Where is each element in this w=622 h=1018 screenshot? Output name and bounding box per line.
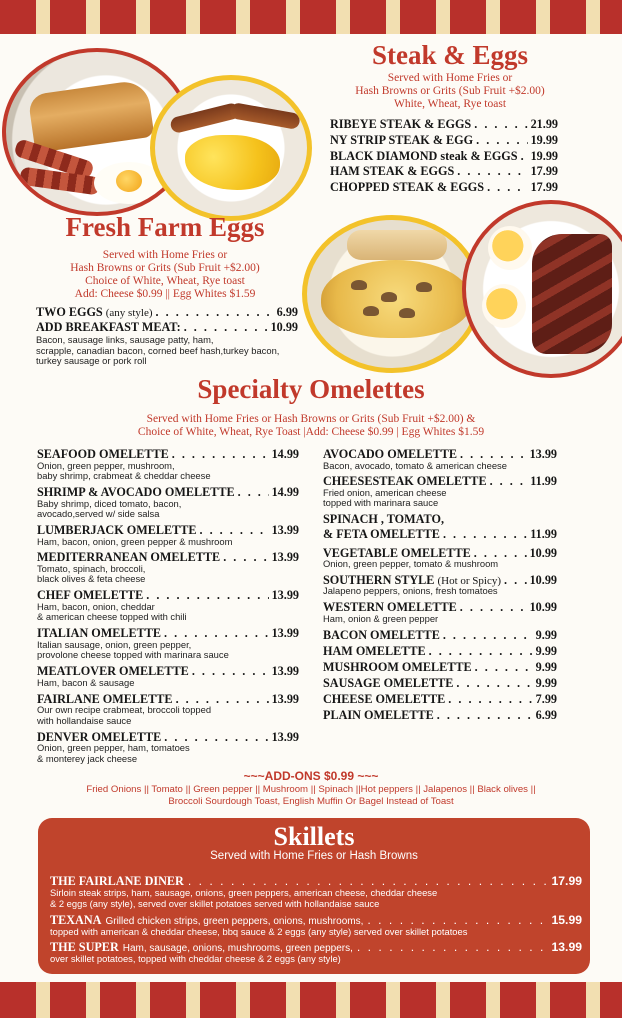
item-name: PLAIN OMELETTE: [323, 708, 434, 723]
menu-item-spinach-tomato-line1: SPINACH , TOMATO,: [323, 512, 444, 527]
item-price: 9.99: [535, 676, 557, 690]
top-stripe-border: [0, 0, 622, 34]
item-name: SAUSAGE OMELETTE: [323, 676, 454, 690]
item-price: 14.99: [271, 447, 299, 461]
item-price: 19.99: [530, 132, 558, 147]
item-name: SEAFOOD OMELETTE: [37, 447, 169, 461]
item-name: LUMBERJACK OMELETTE: [37, 523, 197, 537]
item-name: VEGETABLE OMELETTE: [323, 545, 471, 560]
item-name: RIBEYE STEAK & EGGS: [330, 117, 472, 131]
item-price: 10.99: [529, 572, 557, 587]
menu-item-ham-omelette: [323, 644, 557, 659]
item-name: MEDITERRANEAN OMELETTE: [37, 550, 221, 565]
item-name: MUSHROOM OMELETTE: [323, 659, 472, 674]
item-name: ITALIAN OMELETTE: [37, 626, 162, 641]
item-name: CHEF OMELETTE: [37, 588, 144, 603]
item-price: 13.99: [271, 550, 299, 565]
farm-eggs-subtitle: Served with Home Fries or Hash Browns or Grits (Sub Fruit +$2.00) Choice of White, Wheat, Rye toast Add: Cheese $0.99 || Egg Whites $1.59: [70, 249, 260, 300]
menu-item-black-diamond-steak-eggs: [330, 149, 558, 164]
omelettes-title: Specialty Omelettes: [197, 374, 425, 404]
item-price: 17.99: [530, 180, 558, 195]
menu-item-ribeye-steak-eggs: [330, 117, 558, 132]
menu-item-two-eggs: TWO EGGS (any style) . . . 6.99: [36, 305, 298, 321]
skillet-description: topped with american & cheddar cheese, bbq sauce & 2 eggs (any style) served over skillet potatoes: [50, 926, 468, 937]
item-description: Ham, bacon, onion, cheddar & american cheese topped with chili: [37, 600, 187, 623]
scrambled-eggs-photo: [150, 75, 312, 221]
item-price: 19.99: [530, 148, 558, 163]
item-price: 6.99: [535, 708, 557, 723]
item-description: Fried onion, american cheese topped with marinara sauce: [323, 486, 447, 509]
item-price: 17.99: [530, 164, 558, 179]
skillets-subtitle: Served with Home Fries or Hash Browns: [210, 850, 418, 862]
item-price: 11.99: [530, 474, 557, 489]
item-name: BACON OMELETTE: [323, 627, 440, 642]
item-price: 17.99: [551, 874, 582, 888]
steak-eggs-title: Steak & Eggs: [371, 40, 528, 70]
item-description: Baby shrimp, diced tomato, bacon, avocado,served w/ side salsa: [37, 497, 182, 520]
menu-item-sausage-omelette: [323, 676, 557, 691]
farm-eggs-title: Fresh Farm Eggs: [65, 212, 265, 242]
steak-eggs-photo: [462, 200, 622, 378]
item-name: CHEESESTEAK OMELETTE: [323, 474, 487, 489]
skillet-description: over skillet potatoes, topped with cheddar cheese & 2 eggs (any style): [50, 953, 341, 964]
skillets-title: Skillets: [273, 822, 355, 851]
item-price: 13.99: [271, 729, 299, 744]
omelette-photo: [302, 215, 482, 373]
item-price: 13.99: [271, 691, 299, 706]
item-price: 9.99: [535, 627, 557, 642]
menu-item-feta-omelette: & FETA OMELETTE . . . 11.99: [323, 527, 557, 542]
item-description: Onion, green pepper, ham, tomatoes & monterey jack cheese: [37, 742, 190, 764]
item-price: 13.99: [271, 523, 299, 537]
steak-eggs-subtitle: Served with Home Fries or Hash Browns or Grits (Sub Fruit +$2.00) White, Wheat, Rye toast: [355, 72, 545, 110]
item-description: Onion, green pepper, mushroom, baby shrimp, crabmeat & cheddar cheese: [37, 459, 211, 482]
item-name: MEATLOVER OMELETTE: [37, 664, 189, 679]
menu-item-breakfast-meat: ADD BREAKFAST MEAT: . . . 10.99: [36, 320, 298, 335]
item-description: Ham, bacon & sausage: [37, 676, 135, 688]
item-price: 10.99: [529, 545, 557, 560]
breakfast-meat-description: Bacon, sausage links, sausage patty, ham, scrapple, canadian bacon, corned beef hash,turkey bacon, turkey sausage or pork roll: [36, 334, 280, 367]
item-price: 21.99: [530, 117, 558, 131]
item-description: Our own recipe crabmeat, broccoli topped with hollandaise sauce: [37, 704, 212, 726]
item-price: 13.99: [271, 664, 299, 679]
addons-list: Fried Onions || Tomato || Green pepper || Mushroom || Spinach ||Hot peppers || Jalapenos || Black olives || Broccoli Sourdough Toast, English Muffin Or Bagel Instead of Toast: [86, 784, 536, 807]
item-name: HAM OMELETTE: [323, 643, 426, 658]
item-price: 9.99: [535, 643, 557, 658]
item-description: Italian sausage, onion, green pepper, provolone cheese topped with marinara sauce: [37, 638, 229, 661]
menu-item-chopped-steak-eggs: [330, 180, 558, 195]
bottom-stripe-border: [0, 982, 622, 1018]
item-price: 13.99: [271, 626, 299, 641]
menu-item-ny-strip-steak-egg: [330, 133, 558, 148]
item-description: Bacon, avocado, tomato & american cheese: [323, 459, 507, 471]
item-price: 10.99: [529, 600, 557, 615]
skillet-texana: TEXANA Grilled chicken strips, green peppers, onions, mushrooms, . . . 15.99: [50, 913, 582, 929]
item-price: 13.99: [529, 447, 557, 461]
item-price: 9.99: [535, 659, 557, 674]
item-name: HAM STEAK & EGGS: [330, 164, 455, 179]
item-description: Jalapeno peppers, onions, fresh tomatoes: [323, 585, 498, 597]
item-description: Tomato, spinach, broccoli, black olives & feta cheese: [37, 562, 146, 585]
item-name: FAIRLANE OMELETTE: [37, 691, 173, 706]
item-description: Onion, green pepper, tomato & mushroom: [323, 558, 499, 569]
skillets-panel: [38, 818, 590, 974]
menu-item-plain-omelette: [323, 708, 557, 723]
menu-item-mushroom-omelette: [323, 660, 557, 675]
item-price: 14.99: [271, 485, 299, 499]
item-name: BLACK DIAMOND steak & EGGS: [330, 148, 518, 163]
skillet-the-super: THE SUPER Ham, sausage, onions, mushrooms, green peppers, . . . 13.99: [50, 940, 582, 956]
omelettes-subtitle: Served with Home Fries or Hash Browns or Grits (Sub Fruit +$2.00) & Choice of White, Wheat, Rye Toast |Add: Cheese $0.99 | Egg Whites $1.59: [137, 413, 485, 438]
menu-item-cheese-omelette: [323, 692, 557, 707]
item-name: SOUTHERN STYLE (Hot or Spicy): [323, 572, 502, 587]
addons-title: ~~~ADD-ONS $0.99 ~~~: [243, 769, 379, 783]
item-name: CHOPPED STEAK & EGGS: [330, 180, 485, 195]
menu-item-bacon-omelette: [323, 628, 557, 643]
item-name: WESTERN OMELETTE: [323, 600, 457, 615]
item-price: 13.99: [271, 588, 299, 603]
item-price: 15.99: [551, 913, 582, 927]
skillet-the-fairlane-diner: THE FAIRLANE DINER . . . 17.99: [50, 874, 582, 888]
item-name: CHEESE OMELETTE: [323, 692, 446, 707]
menu-item-ham-steak-eggs: [330, 164, 558, 179]
item-description: Ham, onion & green pepper: [323, 612, 439, 624]
item-name: SHRIMP & AVOCADO OMELETTE: [37, 485, 235, 499]
item-price: 13.99: [551, 940, 582, 954]
item-price: 11.99: [530, 527, 557, 542]
skillet-description: Sirloin steak strips, ham, sausage, onions, green peppers, american cheese, cheddar cheese & 2 eggs (any style), served over skillet potatoes served with hollandaise sauce: [50, 887, 438, 909]
item-description: Ham, bacon, onion, green pepper & mushroom: [37, 535, 233, 547]
item-name: AVOCADO OMELETTE: [323, 447, 457, 461]
item-price: 7.99: [535, 692, 557, 707]
item-name: DENVER OMELETTE: [37, 729, 162, 744]
item-name: NY STRIP STEAK & EGG: [330, 132, 474, 147]
